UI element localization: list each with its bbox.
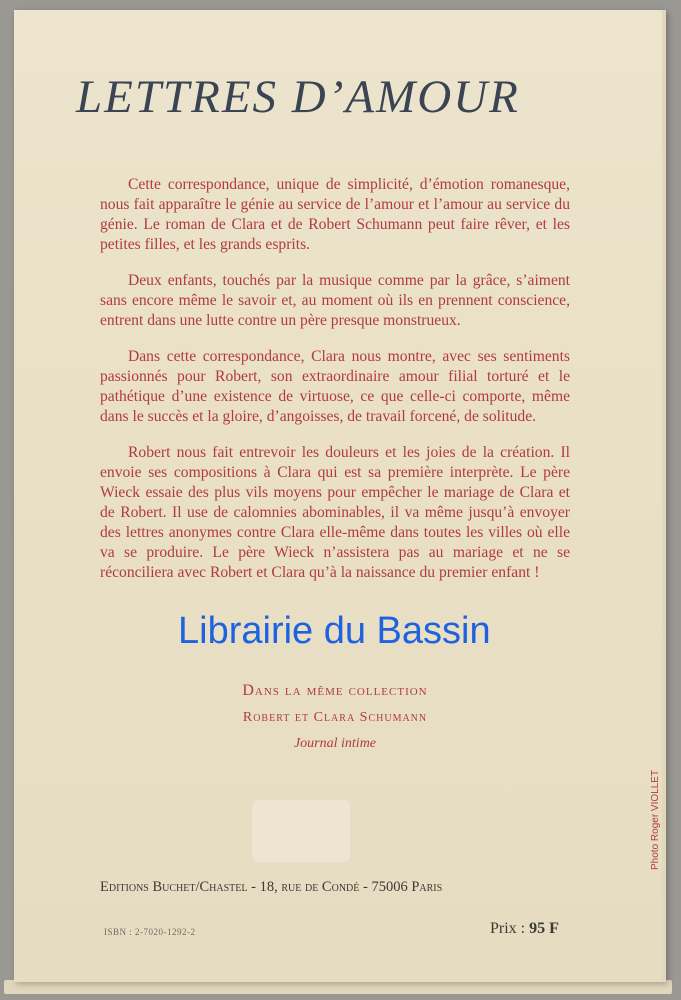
book-title: LETTRES D’AMOUR <box>76 71 520 123</box>
blurb-paragraph: Dans cette correspondance, Clara nous montre, avec ses sentiments passionnés pour Robert, son extraordinaire amour filial torturé et le pathétique d’une existence de virtuose, ce que celle-ci comporte, même dans le succès et la gloire, d’angoisses, de travail forcené, de solitude. <box>100 348 570 425</box>
cover-bottom-edge <box>4 980 672 994</box>
blurb-paragraph: Cette correspondance, unique de simplicité, d’émotion romanesque, nous fait apparaître le génie au service de l’amour et l’amour au service du génie. Le roman de Clara et de Robert Schumann peut faire rêver, et les petites filles, et les grands esprits. <box>100 176 570 253</box>
collection-book-title: Robert et Clara Schumann <box>242 710 428 725</box>
price-label: Prix : <box>490 920 530 937</box>
publisher-address: - 18, rue de Condé - 75006 Paris <box>247 879 443 895</box>
collection-book-subtitle: Journal intime <box>293 736 377 751</box>
blurb-paragraph: Robert nous fait entrevoir les douleurs et les joies de la création. Il envoie ses compositions à Clara qui est sa première interprète. Le père Wieck essaie des plus vils moyens pour empêcher le mariage de Clara et de Robert. Il use de calomnies abominables, il va même jusqu’à envoyer des lettres anonymes contre Clara elle-même dans toutes les villes où elle va se produire. Le père Wieck n’assistera pas au mariage et ne se réconciliera avec Robert et Clara qu’à la naissance du premier enfant ! <box>100 444 570 581</box>
isbn: ISBN : 2-7020-1292-2 <box>104 927 196 937</box>
photo-credit: Photo Roger VIOLLET <box>650 769 661 870</box>
publisher-name: Editions Buchet/Chastel <box>100 879 248 895</box>
collection-heading: Dans la même collection <box>242 682 428 699</box>
price-value: 95 F <box>529 920 559 937</box>
blurb <box>100 175 570 599</box>
blurb-paragraph: Deux enfants, touchés par la musique comme par la grâce, s’aiment sans encore même le savoir et, au moment où ils en prennent conscience, entrent dans une lutte contre un père presque monstrueux. <box>100 272 570 329</box>
same-collection-block <box>100 682 570 752</box>
sticker-residue <box>252 800 350 862</box>
bookseller-watermark: Librairie du Bassin <box>178 610 491 652</box>
publisher-line <box>100 879 580 896</box>
price <box>490 920 559 938</box>
